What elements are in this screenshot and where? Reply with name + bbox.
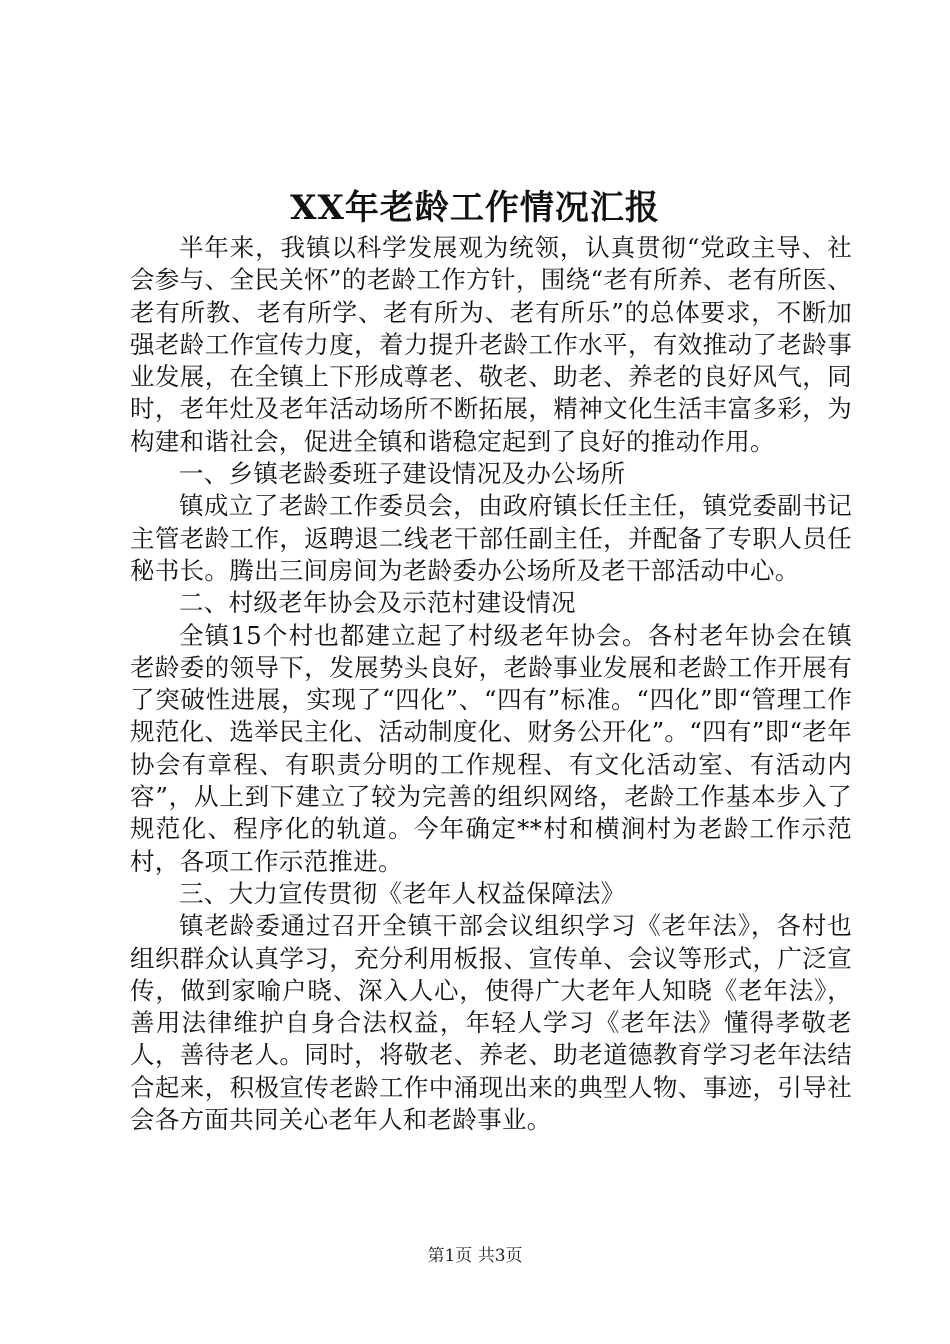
section-heading-3: 三、大力宣传贯彻《老年人权益保障法》 <box>179 878 626 908</box>
page-number-footer: 第1页 共3页 <box>427 1246 523 1266</box>
section-heading-2: 二、村级老年协会及示范村建设情况 <box>179 588 576 618</box>
section-paragraph-1: 镇成立了老龄工作委员会，由政府镇长任主任，镇党委副书记主管老龄工作，返聘退二线老干部任副主任，并配备了专职人员任秘书长。腾出三间房间为老龄委办公场所及老干部活动中心。 <box>130 491 852 585</box>
section-heading-1: 一、乡镇老龄委班子建设情况及办公场所 <box>179 459 626 489</box>
document-title: XX年老龄工作情况汇报 <box>290 188 660 228</box>
document-body <box>130 232 852 1136</box>
section-paragraph-2: 全镇15个村也都建立起了村级老年协会。各村老年协会在镇老龄委的领导下，发展势头良好，老龄事业发展和老龄工作开展有了突破性进展，实现了“四化”、“四有”标准。“四化”即“管理工作规范化、选举民主化、活动制度化、财务公开化”。“四有”即“老年协会有章程、有职责分明的工作规程、有文化活动室、有活动内容”，从上到下建立了较为完善的组织网络，老龄工作基本步入了规范化、程序化的轨道。今年确定**村和横涧村为老龄工作示范村，各项工作示范推进。 <box>130 620 852 876</box>
intro-paragraph: 半年来，我镇以科学发展观为统领，认真贯彻“党政主导、社会参与、全民关怀”的老龄工作方针，围绕“老有所养、老有所医、老有所教、老有所学、老有所为、老有所乐”的总体要求，不断加强老龄工作宣传力度，着力提升老龄工作水平，有效推动了老龄事业发展，在全镇上下形成尊老、敬老、助老、养老的良好风气，同时，老年灶及老年活动场所不断拓展，精神文化生活丰富多彩，为构建和谐社会，促进全镇和谐稳定起到了良好的推动作用。 <box>130 233 852 456</box>
section-paragraph-3: 镇老龄委通过召开全镇干部会议组织学习《老年法》，各村也组织群众认真学习，充分利用板报、宣传单、会议等形式，广泛宣传，做到家喻户晓、深入人心，使得广大老年人知晓《老年法》，善用法律维护自身合法权益，年轻人学习《老年法》懂得孝敬老人，善待老人。同时，将敬老、养老、助老道德教育学习老年法结合起来，积极宣传老龄工作中涌现出来的典型人物、事迹，引导社会各方面共同关心老年人和老龄事业。 <box>130 911 852 1135</box>
